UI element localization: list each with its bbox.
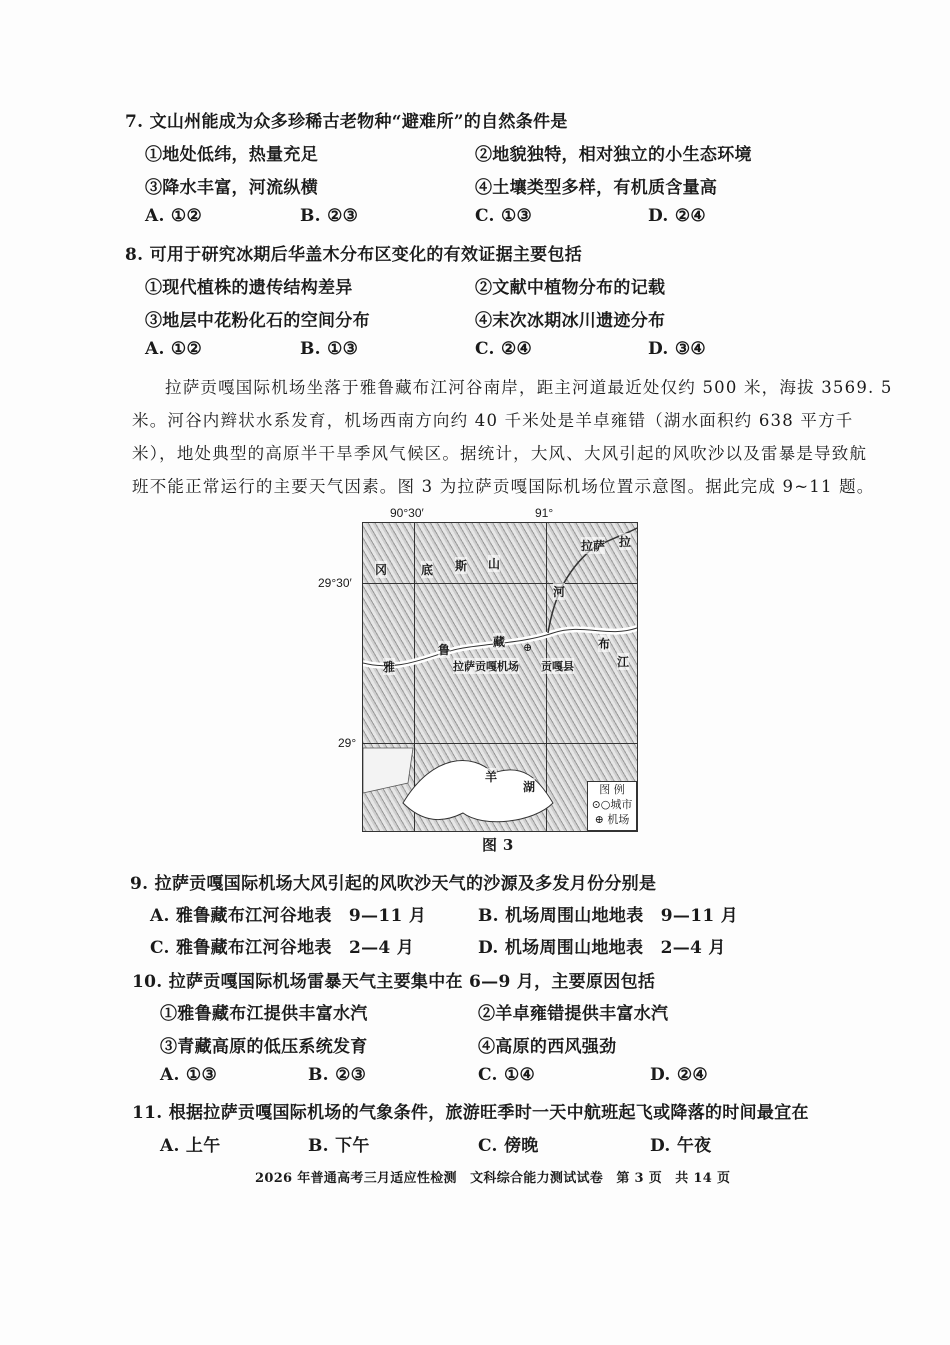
q10-option-a: A. ①③ [160,1065,218,1085]
q7-item: ③降水丰富，河流纵横 [145,178,318,198]
map-label: 鲁 [438,643,451,657]
q10-option-c: C. ①④ [478,1065,536,1085]
map-label: 布 [598,637,611,651]
map-label-airport: 拉萨贡嘎机场 [453,660,519,673]
q8-option-b: B. ①③ [300,339,359,359]
q10-item: ④高原的西风强劲 [478,1037,617,1057]
passage-line: 米。河谷内辫状水系发育，机场西南方向约 40 千米处是羊卓雍错（湖水面积约 638 平方千 [132,411,854,430]
q9-option-d: D. 机场周围山地地表 2—4 月 [478,938,726,958]
map-label: 拉 [619,535,632,549]
passage-line: 班不能正常运行的主要天气因素。图 3 为拉萨贡嘎国际机场位置示意图。据此完成 9~11 题。 [132,477,875,496]
figure-caption: 图 3 [482,836,514,854]
map-label: 拉萨 [581,539,606,553]
q9-stem: 9. 拉萨贡嘎国际机场大风引起的风吹沙天气的沙源及多发月份分别是 [130,874,657,894]
map-lon-label: 91° [535,506,554,520]
q9-option-c: C. 雅鲁藏布江河谷地表 2—4 月 [150,938,415,958]
q9-option-b: B. 机场周围山地地表 9—11 月 [478,906,739,926]
q8-stem: 8. 可用于研究冰期后华盖木分布区变化的有效证据主要包括 [125,245,583,265]
map-label: 雅 [383,660,396,674]
q8-option-d: D. ③④ [648,339,706,359]
q8-item: ①现代植株的遗传结构差异 [145,278,353,298]
airport-location-map [362,522,638,832]
q7-item: ①地处低纬，热量充足 [145,145,318,165]
q10-item: ①雅鲁藏布江提供丰富水汽 [160,1004,368,1024]
map-label: 斯 [455,559,468,573]
q7-option-c: C. ①③ [475,206,533,226]
map-label: 江 [617,655,630,669]
q10-option-d: D. ②④ [650,1065,708,1085]
q8-item: ②文献中植物分布的记载 [475,278,666,298]
q10-stem: 10. 拉萨贡嘎国际机场雷暴天气主要集中在 6—9 月，主要原因包括 [132,972,656,992]
map-lat-label: 29°30′ [318,576,352,590]
q10-item: ③青藏高原的低压系统发育 [160,1037,368,1057]
legend-title: 图 例 [599,783,625,796]
q8-item: ③地层中花粉化石的空间分布 [145,311,370,331]
q10-item: ②羊卓雍错提供丰富水汽 [478,1004,669,1024]
q11-option-d: D. 午夜 [650,1136,712,1156]
map-label-county: 贡嘎县 [541,660,574,673]
map-label: 底 [421,563,434,577]
q7-option-b: B. ②③ [300,206,359,226]
map-lat-label: 29° [338,736,357,750]
page-footer: 2026 年普通高考三月适应性检测 文科综合能力测试试卷 第 3 页 共 14 页 [255,1171,731,1186]
q8-option-a: A. ①② [145,339,203,359]
q7-option-a: A. ①② [145,206,203,226]
airport-icon: ⊕ [523,641,533,654]
map-label: 藏 [493,635,506,649]
q11-option-c: C. 傍晚 [478,1136,539,1156]
map-label: 湖 [523,780,536,794]
q11-option-b: B. 下午 [308,1136,370,1156]
legend-airport: ⊕ 机场 [594,813,630,826]
map-label: 山 [488,557,501,571]
q11-stem: 11. 根据拉萨贡嘎国际机场的气象条件，旅游旺季时一天中航班起飞或降落的时间最宜在 [132,1103,809,1123]
legend-city: ⊙○城市 [591,798,633,811]
q11-option-a: A. 上午 [160,1136,221,1156]
map-label: 羊 [485,770,498,784]
q8-item: ④末次冰期冰川遗迹分布 [475,311,666,331]
passage-line: 米），地处典型的高原半干旱季风气候区。据统计，大风、大风引起的风吹沙以及雷暴是导致航 [132,444,868,463]
q7-item: ④土壤类型多样，有机质含量高 [475,178,718,198]
map-label: 冈 [375,563,388,577]
q9-option-a: A. 雅鲁藏布江河谷地表 9—11 月 [150,906,427,926]
q7-option-d: D. ②④ [648,206,706,226]
map-label: 河 [553,585,566,599]
q7-item: ②地貌独特，相对独立的小生态环境 [475,145,752,165]
map-lon-label: 90°30′ [390,506,424,520]
map-legend [587,781,637,831]
q8-option-c: C. ②④ [475,339,533,359]
passage-line: 拉萨贡嘎国际机场坐落于雅鲁藏布江河谷南岸，距主河道最近处仅约 500 米，海拔 3569. 5 [165,378,893,397]
q10-option-b: B. ②③ [308,1065,367,1085]
q7-stem: 7. 文山州能成为众多珍稀古老物种“避难所”的自然条件是 [125,112,568,132]
